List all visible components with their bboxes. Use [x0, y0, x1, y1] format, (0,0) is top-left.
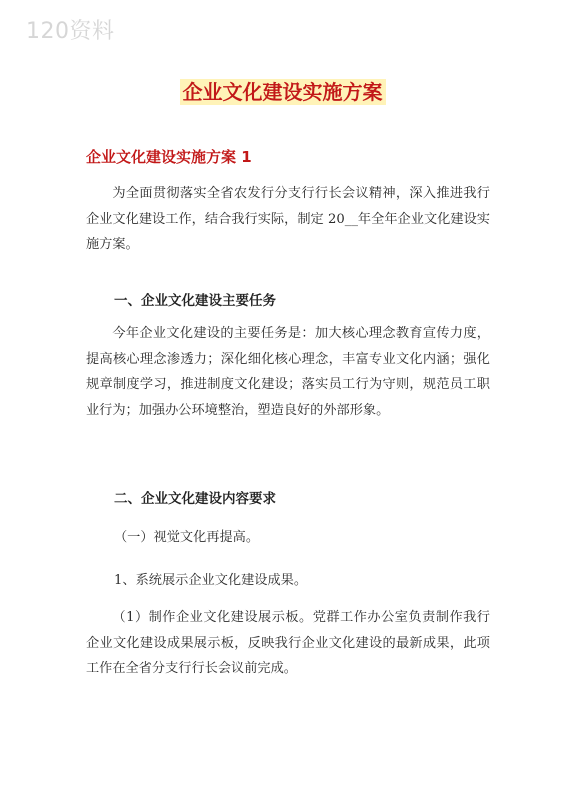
watermark: 120资料 [26, 19, 115, 44]
section2-item1: （一）视觉文化再提高。 [114, 530, 260, 545]
section2-item2: 1、系统展示企业文化建设成果。 [114, 573, 308, 588]
section-subtitle: 企业文化建设实施方案 1 [86, 148, 252, 166]
document-title [0, 76, 565, 105]
document-title-text: 企业文化建设实施方案 [180, 79, 386, 105]
intro-paragraph: 为全面贯彻落实全省农发行分支行行长会议精神，深入推进我行企业文化建设工作，结合我行实际，制定 20__年全年企业文化建设实施方案。 [86, 186, 490, 252]
section1-body: 今年企业文化建设的主要任务是：加大核心理念教育宣传力度，提高核心理念渗透力；深化细化核心理念，丰富专业文化内涵；强化规章制度学习，推进制度文化建设；落实员工行为守则，规范员工职业行为；加强办公环境整治，塑造良好的外部形象。 [86, 326, 490, 418]
section2-item3: （1）制作企业文化建设展示板。党群工作办公室负责制作我行企业文化建设成果展示板，反映我行企业文化建设的最新成果，此项工作在全省分支行行长会议前完成。 [86, 610, 490, 676]
section2-heading: 二、企业文化建设内容要求 [114, 491, 276, 507]
section1-heading: 一、企业文化建设主要任务 [114, 293, 276, 309]
